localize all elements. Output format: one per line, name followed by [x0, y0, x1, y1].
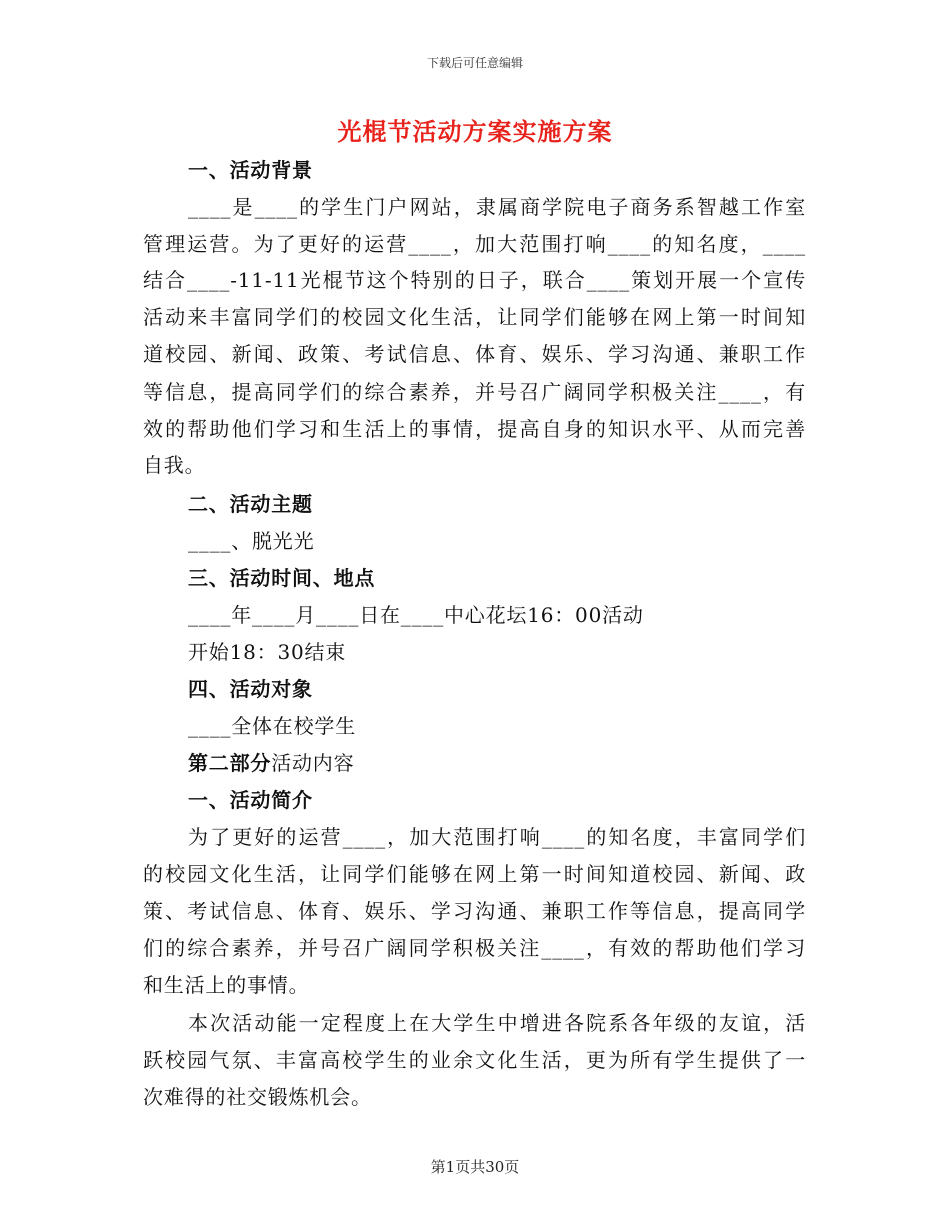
paragraph-line: 和生活上的事情。: [143, 973, 310, 997]
part-heading: [188, 750, 354, 776]
section-heading-theme: 二、活动主题: [188, 492, 313, 516]
part-heading-rest: 活动内容: [271, 751, 355, 775]
audience-text: ____全体在校学生: [188, 714, 356, 738]
section-heading-intro: 一、活动简介: [188, 788, 313, 812]
time-place-line: ____年____月____日在____中心花坛16：00活动: [188, 603, 644, 627]
paragraph-line: ____是____的学生门户网站，隶属商学院电子商务系智越工作室: [188, 195, 806, 219]
paragraph-line: 活动来丰富同学们的校园文化生活，让同学们能够在网上第一时间知: [143, 305, 806, 329]
paragraph-line: 跃校园气氛、丰富高校学生的业余文化生活，更为所有学生提供了一: [143, 1048, 806, 1072]
paragraph-line: 本次活动能一定程度上在大学生中增进各院系各年级的友谊，活: [188, 1011, 806, 1035]
section-heading-background: 一、活动背景: [188, 158, 313, 182]
paragraph-line: 结合____-11-11光棍节这个特别的日子，联合____策划开展一个宣传: [143, 268, 806, 292]
section-heading-time-place: 三、活动时间、地点: [188, 566, 376, 590]
paragraph-line: 管理运营。为了更好的运营____，加大范围打响____的知名度，____: [143, 232, 806, 256]
paragraph-line: 们的综合素养，并号召广阔同学积极关注____，有效的帮助他们学习: [143, 936, 806, 960]
paragraph-line: 等信息，提高同学们的综合素养，并号召广阔同学积极关注____，有: [143, 380, 806, 404]
paragraph-line: 自我。: [143, 453, 206, 477]
paragraph-line: 为了更好的运营____，加大范围打响____的知名度，丰富同学们: [188, 825, 806, 849]
paragraph-line: 的校园文化生活，让同学们能够在网上第一时间知道校园、新闻、政: [143, 862, 806, 886]
section-heading-audience: 四、活动对象: [188, 677, 313, 701]
time-place-line: 开始18：30结束: [188, 640, 347, 664]
paragraph-line: 策、考试信息、体育、娱乐、学习沟通、兼职工作等信息，提高同学: [143, 899, 806, 923]
theme-text: ____、脱光光: [188, 529, 315, 553]
document-title: 光棍节活动方案实施方案: [337, 118, 613, 146]
page-footer: 第1页共30页: [430, 1158, 520, 1176]
header-note: 下载后可任意编辑: [426, 56, 523, 70]
part-heading-bold: 第二部分: [188, 751, 272, 775]
paragraph-line: 道校园、新闻、政策、考试信息、体育、娱乐、学习沟通、兼职工作: [143, 342, 806, 366]
paragraph-line: 次难得的社交锻炼机会。: [143, 1085, 372, 1109]
paragraph-line: 效的帮助他们学习和生活上的事情，提高自身的知识水平、从而完善: [143, 417, 806, 441]
